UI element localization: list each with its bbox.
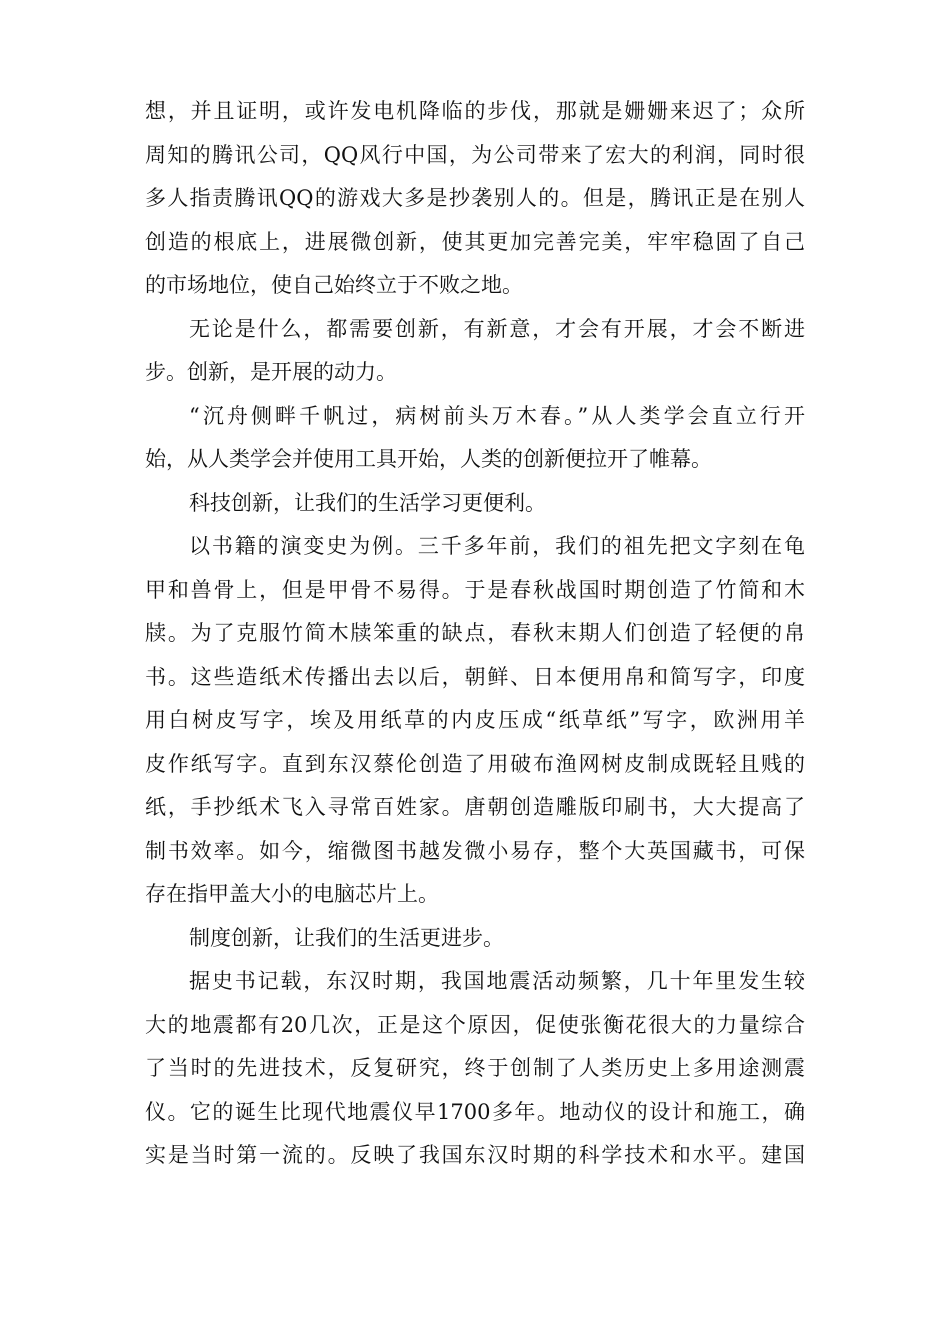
text-line: 实是当时第一流的。反映了我国东汉时期的科学技术和水平。建国: [145, 1143, 805, 1167]
paragraph-1: [145, 90, 805, 308]
paragraph-4: [145, 482, 805, 526]
text-line: 想，并且证明，或许发电机降临的步伐，那就是姗姗来迟了；众所: [145, 99, 805, 123]
text-line: 科技创新，让我们的生活学习更便利。: [189, 490, 546, 515]
text-line: 制度创新，让我们的生活更进步。: [189, 925, 504, 950]
text-line: 的市场地位，使自己始终立于不败之地。: [145, 273, 523, 297]
text-line: 仪。它的诞生比现代地震仪早1700多年。地动仪的设计和施工，确: [145, 1099, 805, 1124]
text-line: 书。这些造纸术传播出去以后，朝鲜、日本便用帛和简写字，印度: [145, 664, 805, 689]
text-line: 大的地震都有20几次，正是这个原因，促使张衡花很大的力量综合: [145, 1012, 805, 1037]
text-line: 用白树皮写字，埃及用纸草的内皮压成“纸草纸”写字，欧洲用羊: [145, 708, 805, 732]
text-line: 皮作纸写字。直到东汉蔡伦创造了用破布渔网树皮制成既轻且贱的: [145, 751, 805, 776]
text-line: “沉舟侧畔千帆过，病树前头万木春。”从人类学会直立行开: [189, 403, 805, 428]
text-line: 据史书记载，东汉时期，我国地震活动频繁，几十年里发生较: [189, 969, 805, 993]
text-line: 制书效率。如今，缩微图书越发微小易存，整个大英国藏书，可保: [145, 838, 805, 863]
text-line: 步。创新，是开展的动力。: [145, 360, 397, 384]
paragraph-5: [145, 525, 805, 917]
text-line: 了当时的先进技术，反复研究，终于创制了人类历史上多用途测震: [145, 1056, 805, 1080]
text-line: 多人指责腾讯QQ的游戏大多是抄袭别人的。但是，腾讯正是在别人: [145, 186, 805, 210]
text-line: 纸，手抄纸术飞入寻常百姓家。唐朝创造雕版印刷书，大大提高了: [145, 795, 805, 819]
paragraph-2: [145, 308, 805, 395]
text-line: 无论是什么，都需要创新，有新意，才会有开展，才会不断进: [189, 316, 805, 341]
paragraph-6: [145, 917, 805, 961]
text-line: 以书籍的演变史为例。三千多年前，我们的祖先把文字刻在龟: [189, 534, 805, 558]
paragraph-7: [145, 960, 805, 1178]
document-page: [145, 90, 805, 1178]
paragraph-3: [145, 395, 805, 482]
text-line: 存在指甲盖大小的电脑芯片上。: [145, 882, 439, 906]
text-line: 甲和兽骨上，但是甲骨不易得。于是春秋战国时期创造了竹简和木: [145, 577, 805, 602]
text-line: 创造的根底上，进展微创新，使其更加完善完美，牢牢稳固了自己: [145, 229, 805, 254]
text-line: 始，从人类学会并使用工具开始，人类的创新便拉开了帷幕。: [145, 447, 712, 471]
text-line: 周知的腾讯公司，QQ风行中国，为公司带来了宏大的利润，同时很: [145, 142, 805, 167]
text-line: 牍。为了克服竹简木牍笨重的缺点，春秋末期人们创造了轻便的帛: [145, 621, 805, 645]
